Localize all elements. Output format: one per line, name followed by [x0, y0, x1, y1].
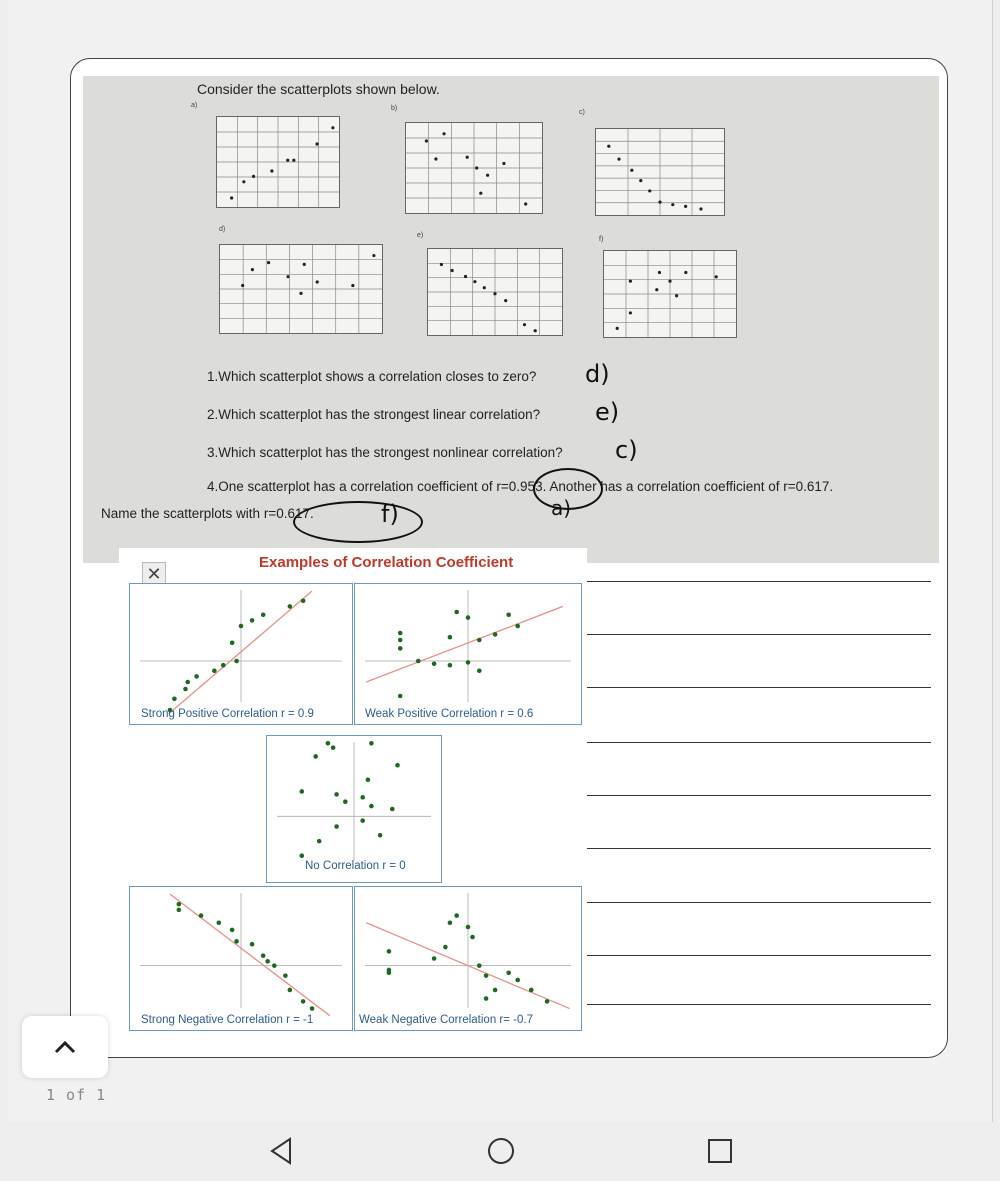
- plot-point: [299, 292, 302, 295]
- example-point: [493, 632, 498, 637]
- plot-point: [242, 180, 245, 183]
- example-point: [177, 908, 182, 913]
- circle-annotation-r0617: [293, 501, 423, 543]
- scatterplot-d: [219, 244, 383, 334]
- example-plot: [355, 887, 581, 1030]
- example-point: [395, 763, 400, 768]
- system-navigation-bar: [0, 1122, 1000, 1181]
- plot-point: [483, 286, 486, 289]
- scatterplot-b: [405, 122, 543, 214]
- example-point: [230, 641, 235, 646]
- plot-point: [351, 284, 354, 287]
- example-strong-positive: [129, 583, 353, 725]
- plot-point: [607, 145, 610, 148]
- plot-point: [230, 196, 233, 199]
- example-point: [529, 988, 534, 993]
- plot-point: [425, 139, 428, 142]
- plot-point: [316, 280, 319, 283]
- example-point: [300, 853, 305, 858]
- plot-label-c: c): [579, 109, 585, 116]
- example-plot: [130, 584, 352, 724]
- example-point: [301, 599, 306, 604]
- example-point: [199, 913, 204, 918]
- example-point: [484, 973, 489, 978]
- example-point: [194, 674, 199, 679]
- plot-point: [629, 280, 632, 283]
- plot-point: [486, 174, 489, 177]
- chevron-up-icon[interactable]: [22, 1016, 108, 1078]
- example-weak-positive: [354, 583, 582, 725]
- plot-label-f: f): [599, 236, 604, 243]
- example-point: [234, 939, 239, 944]
- plot-point: [648, 189, 651, 192]
- caption-strong-positive: Strong Positive Correlation r = 0.9: [141, 708, 314, 720]
- example-point: [448, 635, 453, 640]
- scatterplot-c: [595, 128, 725, 216]
- plot-point: [270, 169, 273, 172]
- plot-point: [524, 202, 527, 205]
- plot-grid: [217, 117, 339, 207]
- example-point: [331, 745, 336, 750]
- example-plot: [130, 887, 352, 1030]
- example-point: [343, 799, 348, 804]
- example-point: [506, 613, 511, 618]
- example-point: [360, 818, 365, 823]
- plot-grid: [406, 123, 542, 213]
- plot-point: [434, 157, 437, 160]
- example-point: [272, 963, 277, 968]
- document-viewer: [8, 0, 993, 1122]
- plot-point: [466, 156, 469, 159]
- answer-5: f): [381, 500, 399, 528]
- example-point: [506, 971, 511, 976]
- example-point: [369, 741, 374, 746]
- example-strong-negative: [129, 886, 353, 1031]
- example-point: [515, 978, 520, 983]
- plot-grid: [596, 129, 724, 215]
- example-point: [432, 662, 437, 667]
- example-point: [443, 945, 448, 950]
- plot-point: [671, 203, 674, 206]
- plot-point: [473, 280, 476, 283]
- example-point: [387, 949, 392, 954]
- example-point: [466, 615, 471, 620]
- answer-4: a): [551, 496, 572, 520]
- plot-point: [715, 275, 718, 278]
- plot-point: [658, 201, 661, 204]
- answer-line: [123, 1057, 931, 1058]
- answer-1: d): [585, 360, 610, 388]
- plot-point: [440, 263, 443, 266]
- example-point: [398, 638, 403, 643]
- recents-square-icon[interactable]: [706, 1136, 734, 1171]
- example-point: [390, 807, 395, 812]
- plot-point: [629, 311, 632, 314]
- plot-point: [251, 268, 254, 271]
- question-4: 4.One scatterplot has a correlation coefficient of r=0.953. Another has a correlation coefficient of r=0.617.: [207, 479, 834, 494]
- question-3: 3.Which scatterplot has the strongest nonlinear correlation?: [207, 445, 563, 460]
- home-circle-icon[interactable]: [486, 1136, 516, 1171]
- scatterplot-f: [603, 250, 737, 338]
- plot-point: [655, 288, 658, 291]
- example-point: [398, 646, 403, 651]
- example-point: [288, 604, 293, 609]
- plot-point: [241, 284, 244, 287]
- plot-point: [252, 175, 255, 178]
- plot-label-b: b): [391, 105, 398, 112]
- example-point: [477, 669, 482, 674]
- plot-point: [372, 254, 375, 257]
- example-point: [313, 754, 318, 759]
- example-point: [398, 631, 403, 636]
- example-point: [212, 669, 217, 674]
- example-point: [234, 659, 239, 664]
- example-plot: [355, 584, 581, 724]
- example-point: [366, 778, 371, 783]
- example-point: [172, 697, 177, 702]
- question-1: 1.Which scatterplot shows a correlation closes to zero?: [207, 369, 537, 384]
- worksheet-intro: Consider the scatterplots shown below.: [197, 81, 440, 97]
- example-point: [448, 920, 453, 925]
- plot-grid: [428, 249, 562, 335]
- plot-point: [479, 192, 482, 195]
- example-point: [261, 613, 266, 618]
- example-point: [466, 925, 471, 930]
- example-point: [310, 1006, 315, 1011]
- plot-point: [493, 292, 496, 295]
- plot-point: [292, 159, 295, 162]
- plot-point: [684, 271, 687, 274]
- plot-point: [699, 207, 702, 210]
- example-point: [250, 942, 255, 947]
- example-point: [432, 956, 437, 961]
- example-point: [369, 804, 374, 809]
- plot-point: [504, 299, 507, 302]
- plot-point: [534, 329, 537, 332]
- plot-grid: [604, 251, 736, 337]
- example-point: [334, 824, 339, 829]
- scatterplot-e: [427, 248, 563, 336]
- caption-strong-negative: Strong Negative Correlation r = -1: [141, 1014, 314, 1026]
- close-icon[interactable]: ✕: [142, 562, 166, 586]
- caption-weak-negative: Weak Negative Correlation r= -0.7: [359, 1014, 533, 1026]
- example-point: [477, 963, 482, 968]
- correlation-examples-image: [119, 548, 587, 1054]
- caption-no-correlation: No Correlation r = 0: [305, 860, 406, 872]
- example-point: [378, 833, 383, 838]
- plot-point: [523, 323, 526, 326]
- plot-point: [267, 261, 270, 264]
- example-point: [239, 624, 244, 629]
- question-4-followup: Name the scatterplots with r=0.617.: [101, 506, 314, 521]
- example-point: [317, 839, 322, 844]
- plot-point: [286, 159, 289, 162]
- plot-point: [303, 263, 306, 266]
- example-point: [217, 920, 222, 925]
- caption-weak-positive: Weak Positive Correlation r = 0.6: [365, 708, 534, 720]
- plot-point: [616, 327, 619, 330]
- trend-line: [366, 606, 563, 682]
- question-card: [70, 58, 948, 1058]
- plot-point: [451, 269, 454, 272]
- example-point: [326, 741, 331, 746]
- plot-point: [502, 162, 505, 165]
- example-point: [288, 988, 293, 993]
- plot-point: [684, 205, 687, 208]
- example-point: [177, 902, 182, 907]
- plot-grid: [220, 245, 382, 333]
- plot-point: [639, 179, 642, 182]
- example-point: [387, 971, 392, 976]
- example-point: [283, 973, 288, 978]
- example-point: [185, 680, 190, 685]
- trend-line: [170, 894, 330, 1016]
- plot-point: [286, 275, 289, 278]
- example-point: [416, 659, 421, 664]
- example-point: [221, 663, 226, 668]
- example-point: [334, 792, 339, 797]
- example-point: [250, 618, 255, 623]
- example-point: [493, 988, 498, 993]
- example-point: [466, 660, 471, 665]
- example-point: [454, 610, 459, 615]
- example-point: [470, 935, 475, 940]
- example-weak-negative: [354, 886, 582, 1031]
- example-point: [515, 624, 520, 629]
- example-point: [301, 999, 306, 1004]
- plot-point: [315, 142, 318, 145]
- plot-point: [658, 271, 661, 274]
- plot-point: [475, 166, 478, 169]
- plot-label-e: e): [417, 232, 424, 239]
- example-point: [261, 953, 266, 958]
- plot-point: [617, 158, 620, 161]
- plot-point: [442, 132, 445, 135]
- scatterplot-a: [216, 116, 340, 208]
- example-point: [448, 663, 453, 668]
- example-point: [265, 959, 270, 964]
- example-point: [545, 999, 550, 1004]
- example-point: [484, 996, 489, 1001]
- example-point: [230, 928, 235, 933]
- plot-label-d: d): [219, 226, 226, 233]
- examples-title: Examples of Correlation Coefficient: [259, 554, 514, 571]
- plot-point: [331, 126, 334, 129]
- example-point: [300, 789, 305, 794]
- answer-2: e): [595, 398, 620, 426]
- example-point: [398, 694, 403, 699]
- plot-label-a: a): [191, 102, 198, 109]
- plot-point: [630, 169, 633, 172]
- example-point: [454, 913, 459, 918]
- example-point: [477, 638, 482, 643]
- question-2: 2.Which scatterplot has the strongest linear correlation?: [207, 407, 541, 422]
- example-point: [360, 795, 365, 800]
- back-triangle-icon[interactable]: [268, 1136, 294, 1171]
- example-point: [183, 687, 188, 692]
- circle-annotation-r0953: [533, 468, 603, 510]
- plot-point: [464, 275, 467, 278]
- plot-point: [675, 294, 678, 297]
- worksheet-photo: [83, 76, 939, 563]
- plot-point: [668, 280, 671, 283]
- answer-3: c): [615, 436, 638, 464]
- page-indicator: 1 of 1: [46, 1086, 107, 1104]
